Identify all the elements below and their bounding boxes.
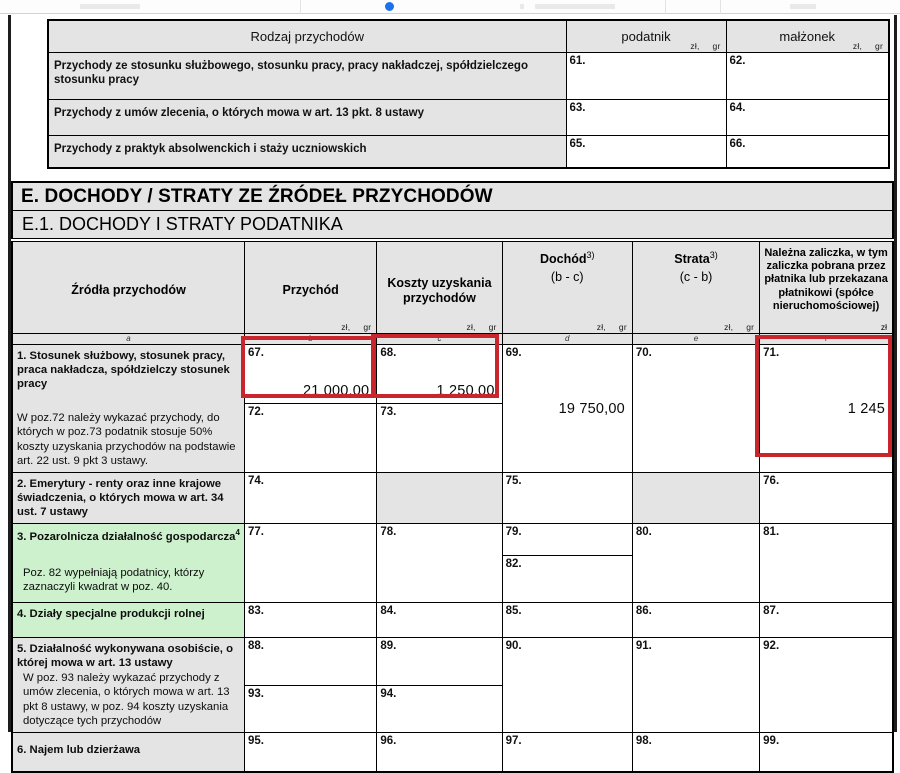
field-70[interactable] (632, 345, 759, 473)
header-taxpayer-label: podatnik (621, 28, 671, 44)
field-78-number: 78. (380, 526, 397, 539)
field-95-number: 95. (248, 734, 265, 747)
field-86[interactable] (632, 603, 759, 638)
source-note-1: W poz.72 należy wykazać przychody, do których w poz.73 podatnik stosuje 50% koszty uzyskania przychodów na podstawie art. 22 ust. 9 pkt 3 ustawy. (17, 412, 236, 467)
colhdr-income-formula: (b - c) (550, 270, 584, 285)
source-label-3 (12, 524, 245, 603)
colhdr-loss-label: Strata (674, 252, 710, 267)
field-80-number: 80. (635, 526, 652, 539)
colhdr-income (502, 242, 632, 334)
row-label-employment: Przychody ze stosunku służbowego, stosunku pracy, pracy nakładczej, spółdzielczego stosunku pracy (48, 52, 566, 99)
field-82-number: 82. (505, 558, 522, 571)
unit-zl: zł, (466, 321, 476, 332)
field-98[interactable] (632, 732, 759, 772)
field-71[interactable] (760, 345, 893, 473)
source-note-3: Poz. 82 wypełniają podatnicy, którzy zaznaczyli kwadrat w poz. 40. (23, 566, 205, 594)
field-93-number: 93. (248, 688, 265, 701)
unit-gr: gr (875, 40, 883, 51)
source-label-2: 2. Emerytury - renty oraz inne krajowe świadczenia, o których mowa w art. 34 ust. 7 ustawy (12, 472, 245, 523)
field-97[interactable] (502, 732, 632, 772)
field-76-number: 76. (763, 474, 780, 487)
colhdr-costs (377, 242, 502, 334)
field-73-number: 73. (380, 406, 397, 419)
row-label-internships: Przychody z praktyk absolwenckich i staży uczniowskich (48, 135, 566, 168)
field-95[interactable] (245, 732, 377, 772)
table-row-6 (12, 732, 893, 772)
field-96-number: 96. (380, 734, 397, 747)
source-label-5 (12, 638, 245, 733)
field-68-value: 1 250,00 (436, 383, 495, 400)
letter-c: c (377, 334, 502, 345)
field-72[interactable] (245, 404, 377, 473)
colhdr-revenue (245, 242, 377, 334)
colhdr-advance-label: Należna zaliczka, w tym zaliczka pobrana przez płatnika lub przekazana płatnikowi (spółce nieruchomościowej) (764, 247, 888, 312)
field-78[interactable] (377, 524, 502, 603)
field-90-number: 90. (505, 640, 522, 653)
table-row-3 (12, 524, 893, 556)
field-87-number: 87. (763, 605, 780, 618)
letter-a: a (12, 334, 245, 345)
field-71-number: 71. (763, 347, 780, 359)
field-92-number: 92. (763, 640, 780, 653)
field-99[interactable] (760, 732, 893, 772)
income-loss-table (11, 241, 894, 773)
field-62[interactable]: 62. (726, 52, 889, 99)
field-79-number: 79. (505, 526, 522, 539)
colhdr-loss-note: 3) (709, 250, 718, 260)
colhdr-advance (760, 242, 893, 334)
field-61[interactable]: 61. (566, 52, 726, 99)
field-96[interactable] (377, 732, 502, 772)
field-76[interactable] (760, 472, 893, 523)
field-90[interactable] (502, 638, 632, 733)
source-label-4: 4. Działy specjalne produkcji rolnej (12, 603, 245, 638)
column-letters-row (12, 334, 893, 345)
colhdr-costs-label: Koszty uzyskania przychodów (387, 275, 492, 305)
table-row (48, 135, 889, 168)
field-69-value: 19 750,00 (558, 400, 625, 417)
field-91[interactable] (632, 638, 759, 733)
table-row (48, 99, 889, 135)
toolbar-separator-1 (300, 0, 301, 14)
section-e1-subtitle: E.1. DOCHODY I STRATY PODATNIKA (11, 211, 894, 239)
toolbar-ghost-2 (520, 4, 524, 9)
column-header-row (12, 242, 893, 334)
field-69[interactable] (502, 345, 632, 473)
field-73[interactable] (377, 404, 502, 473)
field-68-number: 68. (380, 347, 397, 359)
blocked-cell-loss-2 (632, 472, 759, 523)
source-label-6: 6. Najem lub dzierżawa (12, 732, 245, 772)
source-label-3-main: 3. Pozarolnicza działalność gospodarcza (17, 530, 236, 543)
unit-zl-gr (853, 41, 883, 51)
field-84-number: 84. (380, 605, 397, 618)
field-71-value: 1 245 (847, 400, 885, 417)
field-77-number: 77. (248, 526, 265, 539)
toolbar-ghost-1 (80, 4, 140, 9)
colhdr-income-label: Dochód (539, 252, 587, 267)
letter-e: e (632, 334, 759, 345)
unit-zl: zł, (596, 321, 606, 332)
page-border-right (894, 15, 897, 732)
browser-toolbar-strip (0, 0, 900, 14)
field-74[interactable] (245, 472, 377, 523)
unit-gr: gr (746, 321, 755, 332)
field-85[interactable] (502, 603, 632, 638)
field-63[interactable]: 63. (566, 99, 726, 135)
field-80[interactable] (632, 524, 759, 603)
letter-d: d (502, 334, 632, 345)
colhdr-revenue-label: Przychód (282, 283, 339, 297)
unit-zl: zł (880, 321, 887, 332)
unit-zl: zł, (341, 321, 351, 332)
field-87[interactable] (760, 603, 893, 638)
field-83[interactable] (245, 603, 377, 638)
field-67[interactable] (245, 345, 377, 404)
source-label-1-main: 1. Stosunek służbowy, stosunek pracy, praca nakładcza, spółdzielczy stosunek pracy (17, 350, 230, 391)
field-82[interactable] (502, 556, 632, 603)
field-94[interactable] (377, 686, 502, 733)
field-98-number: 98. (635, 734, 652, 747)
unit-zl-gr (690, 41, 720, 51)
field-81[interactable] (760, 524, 893, 603)
field-84[interactable] (377, 603, 502, 638)
field-92[interactable] (760, 638, 893, 733)
revenue-kinds-table (47, 19, 890, 169)
tax-form-document (0, 15, 900, 756)
field-89-number: 89. (380, 640, 397, 653)
field-75-number: 75. (505, 474, 522, 487)
loading-indicator-icon (385, 2, 394, 11)
unit-zl-gr (467, 322, 497, 332)
section-e-title: E. DOCHODY / STRATY ZE ŹRÓDEŁ PRZYCHODÓW (11, 181, 894, 211)
unit-gr: gr (363, 321, 372, 332)
unit-zl: zł, (724, 321, 734, 332)
field-75[interactable] (502, 472, 632, 523)
table-header-row (48, 20, 889, 52)
field-64[interactable]: 64. (726, 99, 889, 135)
blocked-cell-costs-2 (377, 472, 502, 523)
header-revenue-kind: Rodzaj przychodów (48, 20, 566, 52)
unit-gr: gr (488, 321, 497, 332)
field-79[interactable] (502, 524, 632, 556)
field-94-number: 94. (380, 688, 397, 701)
field-91-number: 91. (635, 640, 652, 653)
field-97-number: 97. (505, 734, 522, 747)
row-label-mandate-contracts: Przychody z umów zlecenia, o których mowa w art. 13 pkt. 8 ustawy (48, 99, 566, 135)
colhdr-loss (632, 242, 759, 334)
toolbar-ghost-4 (790, 4, 816, 9)
source-label-5-main: 5. Działalność wykonywana osobiście, o której mowa w art. 13 ustawy (17, 643, 233, 670)
field-88[interactable] (245, 638, 377, 686)
field-72-number: 72. (248, 406, 265, 419)
unit-zl: zł, (852, 40, 863, 51)
field-89[interactable] (377, 638, 502, 686)
field-99-number: 99. (763, 734, 780, 747)
field-70-number: 70. (635, 347, 652, 359)
unit-zl-gr (724, 322, 754, 332)
field-93[interactable] (245, 686, 377, 733)
header-spouse-label: małżonek (779, 28, 836, 44)
field-86-number: 86. (635, 605, 652, 618)
field-68[interactable] (377, 345, 502, 404)
unit-zl-gr (597, 322, 627, 332)
field-66[interactable]: 66. (726, 135, 889, 168)
header-taxpayer (566, 20, 726, 52)
letter-b: b (245, 334, 377, 345)
unit-zl: zł, (690, 40, 700, 51)
table-row (48, 52, 889, 99)
colhdr-income-note: 3) (586, 250, 595, 260)
toolbar-separator-3 (720, 0, 721, 14)
field-74-number: 74. (248, 474, 265, 487)
field-88-number: 88. (248, 640, 265, 653)
source-label-1 (12, 345, 245, 473)
colhdr-source: Źródła przychodów (12, 242, 245, 334)
source-note-5: W poz. 93 należy wykazać przychody z umów zlecenia, o których mowa w art. 13 pkt 8 ustawy, w poz. 94 koszty uzyskania dotyczące tych przychodów (23, 672, 230, 727)
unit-zl-gr (341, 322, 371, 332)
letter-f: f (760, 334, 893, 345)
header-spouse (726, 20, 889, 52)
field-77[interactable] (245, 524, 377, 603)
field-85-number: 85. (505, 605, 522, 618)
colhdr-loss-formula: (c - b) (679, 270, 713, 285)
table-row-4 (12, 603, 893, 638)
field-83-number: 83. (248, 605, 265, 618)
field-67-number: 67. (248, 347, 265, 359)
field-65[interactable]: 65. (566, 135, 726, 168)
table-row-2 (12, 472, 893, 523)
toolbar-ghost-3 (535, 4, 615, 9)
source-label-3-sup: 4 (235, 528, 240, 538)
table-row-5 (12, 638, 893, 686)
field-81-number: 81. (763, 526, 780, 539)
field-69-number: 69. (505, 347, 522, 359)
toolbar-separator-2 (665, 0, 666, 14)
table-row-1 (12, 345, 893, 404)
unit-gr: gr (712, 40, 721, 51)
field-67-value: 21 000,00 (303, 383, 370, 400)
unit-gr: gr (618, 321, 627, 332)
